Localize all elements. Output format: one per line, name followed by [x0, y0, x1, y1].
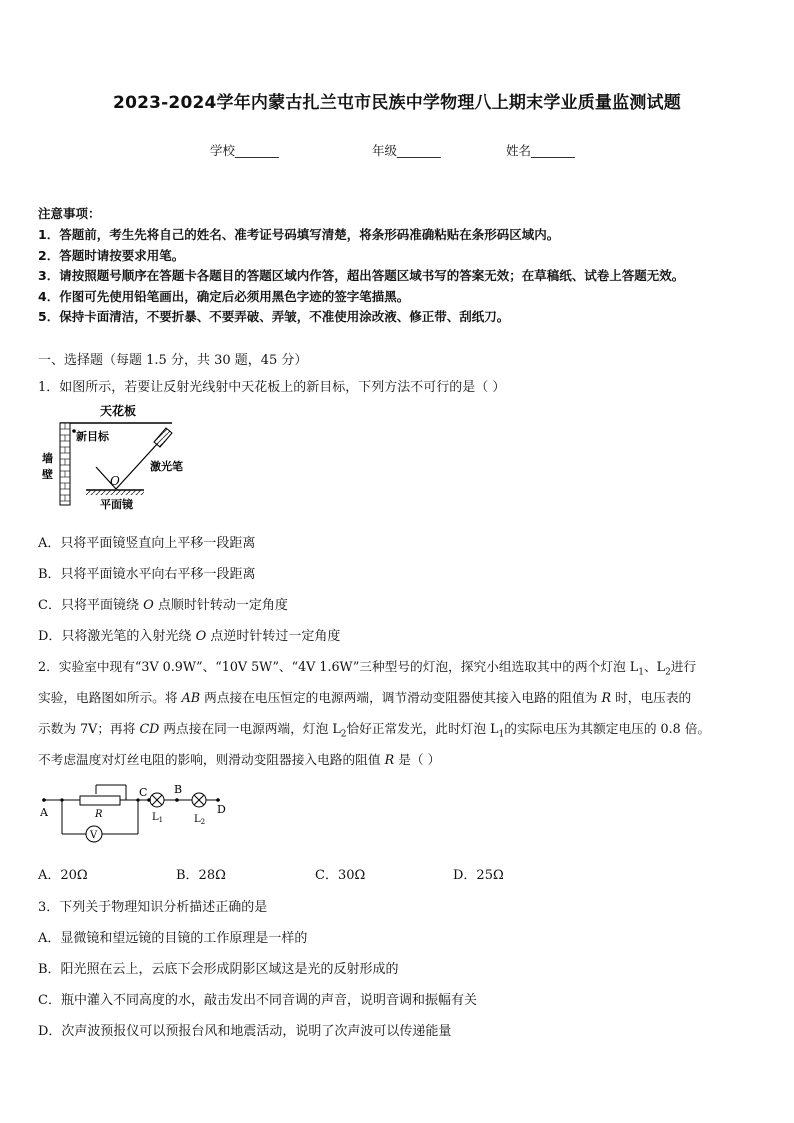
- q3-option-a: A．显微镜和望远镜的目镜的工作原理是一样的: [38, 931, 308, 946]
- notice-item: 2．答题时请按要求用笔。: [38, 248, 185, 263]
- italic-text: AB: [181, 690, 201, 705]
- q1-option-d: [38, 625, 340, 644]
- wall-label-2: 壁: [42, 468, 53, 481]
- ceiling-label: 天花板: [100, 404, 137, 418]
- label-l2: $L_2$: [194, 814, 206, 826]
- italic-text: R: [384, 752, 395, 767]
- option-text: 点顺时针转动一定角度: [153, 598, 288, 613]
- notice-item: 3．请按照题号顺序在答题卡各题目的答题区域内作答，超出答题区域书写的答案无效；在草稿纸、试卷上答题无效。: [38, 268, 685, 283]
- text: 两点接在同一电源两端，灯泡 L: [159, 721, 341, 736]
- question-2-line-2: [38, 687, 691, 706]
- option-text: A．只将平面镜竖直向上平移一段距离: [38, 536, 256, 551]
- option-text: D．只将激光笔的入射光绕: [38, 629, 196, 644]
- italic-text: CD: [139, 721, 160, 736]
- label-v: V: [90, 830, 98, 841]
- q1-option-b: [38, 563, 256, 582]
- text: 示数为 7V；再将: [38, 721, 140, 736]
- italic-text: R: [601, 690, 612, 705]
- question-2-circuit: [34, 780, 234, 852]
- school-field: 学校_______: [210, 143, 279, 158]
- junction: [60, 798, 63, 801]
- subscript: 2: [340, 729, 347, 740]
- subscript: 2: [665, 667, 671, 678]
- notice-item: 4．作图可先使用铅笔画出，确定后必须用黑色字迹的签字笔描黑。: [38, 289, 410, 304]
- section-heading: 一、选择题（每题 1.5 分，共 30 题，45 分）: [38, 353, 308, 368]
- terminal-c: [147, 798, 151, 802]
- mirror-label: 平面镜: [100, 498, 133, 511]
- q1-option-c: [38, 594, 288, 613]
- grade-field: 年级_______: [372, 143, 441, 158]
- q1-option-a: [38, 532, 255, 551]
- notice-item: 1．答题前，考生先将自己的姓名、准考证号码填写清楚，将条形码准确粘贴在条形码区域内。: [38, 227, 560, 242]
- terminal-b: [175, 798, 179, 802]
- text: 2．实验室中现有“3V 0.9W”、“10V 5W”、“4V 1.6W”三种型号的灯泡，探究小组选取其中的两个灯泡 L: [38, 659, 639, 674]
- text: 、L: [643, 659, 666, 674]
- text: 恰好正常发光，此时灯泡 L: [346, 721, 499, 736]
- question-2-line-1: [38, 656, 696, 678]
- option-text: C．只将平面镜绕: [38, 598, 144, 613]
- question-1-stem: 1．如图所示，若要让反射光线射中天花板上的新目标，下列方法不可行的是（ ）: [38, 380, 506, 395]
- wall-label-1: 墙: [42, 452, 53, 465]
- mirror-hatch: [86, 490, 144, 495]
- q2-option-a: A．20Ω: [38, 868, 88, 883]
- notice-heading: 注意事项：: [38, 206, 101, 221]
- page-title: 2023-2024学年内蒙古扎兰屯市民族中学物理八上期末学业质量监测试题: [113, 93, 681, 113]
- text: 时，电压表的: [611, 690, 692, 705]
- q3-option-b: B．阳光照在云上，云底下会形成阴影区域这是光的反射形成的: [38, 962, 399, 977]
- notice-item: 5．保持卡面清洁，不要折暴、不要弄破、弄皱，不准使用涂改液、修正带、刮纸刀。: [38, 309, 510, 324]
- terminal-d: [216, 798, 220, 802]
- question-2-line-4: [38, 749, 440, 768]
- label-a: A: [40, 806, 48, 819]
- label-d: D: [217, 803, 226, 816]
- subscript: 1: [498, 729, 505, 740]
- text: 不考虑温度对灯丝电阻的影响，则滑动变阻器接入电路的阻值: [38, 752, 385, 767]
- point-o-label: O: [110, 474, 120, 488]
- q2-option-d: D．25Ω: [453, 868, 504, 883]
- target-label: 新目标: [76, 430, 109, 443]
- label-r: R: [95, 809, 103, 820]
- q3-option-d: D．次声波预报仪可以预报台风和地震活动，说明了次声波可以传递能量: [38, 1024, 452, 1039]
- question-2-line-3: [38, 718, 710, 740]
- laser-label: 激光笔: [150, 460, 183, 473]
- question-3-stem: 3．下列关于物理知识分析描述正确的是: [38, 900, 268, 915]
- option-text: B．只将平面镜水平向右平移一段距离: [38, 567, 256, 582]
- text: 两点接在电压恒定的电源两端，调节滑动变阻器使其接入电路的阻值为: [200, 690, 602, 705]
- label-b: B: [174, 783, 183, 796]
- terminal-a: [42, 798, 46, 802]
- text: 的实际电压为其额定电压的 0.8 倍。: [504, 721, 711, 736]
- option-italic: O: [143, 598, 154, 613]
- text: 实验，电路图如所示。将: [38, 690, 182, 705]
- q2-option-c: C．30Ω: [315, 868, 366, 883]
- q3-option-c: C．瓶中灌入不同高度的水，敲击发出不同音调的声音，说明音调和振幅有关: [38, 993, 477, 1008]
- label-l1: $L_1$: [152, 812, 164, 824]
- subscript: 1: [638, 667, 644, 678]
- name-field: 姓名_______: [506, 143, 575, 158]
- option-italic: O: [195, 629, 207, 644]
- q2-option-b: B．28Ω: [176, 868, 226, 883]
- text: 进行: [670, 659, 697, 674]
- option-text: 点逆时针转过一定角度: [206, 629, 341, 644]
- laser-pen-shape: [154, 428, 172, 447]
- label-c: C: [139, 786, 148, 799]
- rheostat-shape: [80, 796, 120, 805]
- text: 是（ ）: [394, 752, 441, 767]
- question-1-figure: [38, 398, 208, 516]
